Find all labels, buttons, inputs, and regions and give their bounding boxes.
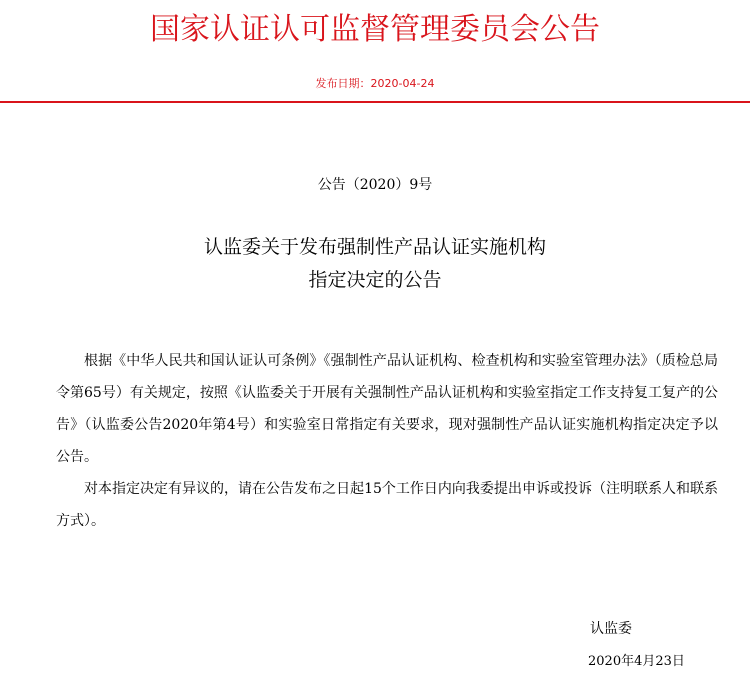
body-paragraph-1: 根据《中华人民共和国认证认可条例》《强制性产品认证机构、检查机构和实验室管理办法》（质检总局令第65号）有关规定，按照《认监委关于开展有关强制性产品认证机构和实验室指定工作支持复工复产的公告》（认监委公告2020年第4号）和实验室日常指定有关要求，现对强制性产品认证实施机构指定决定予以公告。 <box>56 353 718 465</box>
notice-body <box>56 345 718 537</box>
publish-date: 发布日期：2020-04-24 <box>315 77 435 90</box>
body-paragraph-2: 对本指定决定有异议的，请在公告发布之日起15个工作日内向我委提出申诉或投诉（注明联系人和联系方式）。 <box>56 481 718 529</box>
notice-title <box>0 231 750 297</box>
page-title: 国家认证认可监督管理委员会公告 <box>150 12 600 47</box>
notice-number: 公告（2020）9号 <box>317 177 433 193</box>
signature: 认监委 <box>590 621 632 637</box>
signature-date: 2020年4月23日 <box>588 654 685 669</box>
notice-title-line2: 指定决定的公告 <box>308 269 442 291</box>
notice-title-line1: 认监委关于发布强制性产品认证实施机构 <box>203 236 546 258</box>
header-divider <box>0 101 750 103</box>
